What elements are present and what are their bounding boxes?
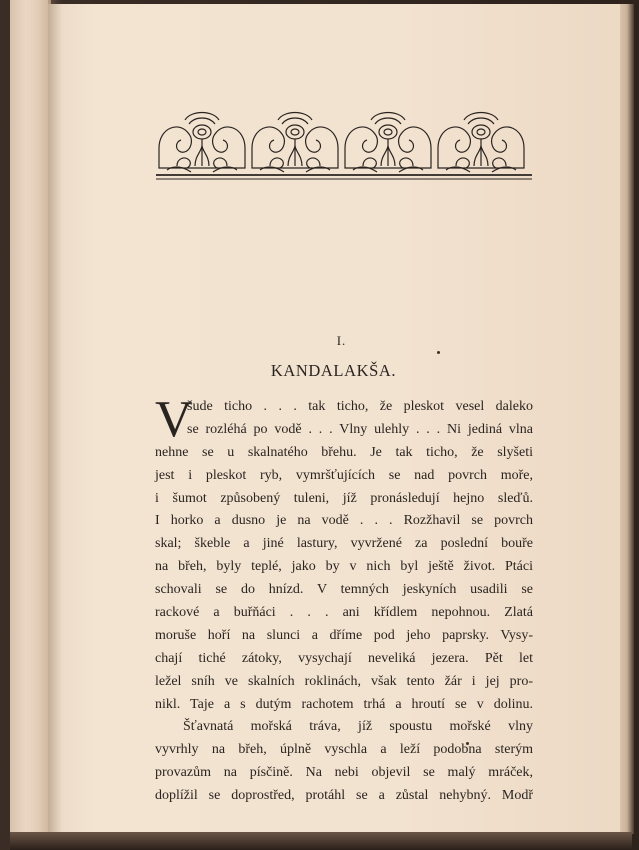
text-line: se rozléhá po vodě . . . Vlny ulehly . . . Ni jediná vlna [187, 421, 533, 437]
text-line: I horko a dusno je na vodě . . . Rozžhavil se povrch [155, 513, 533, 529]
text-line: rackové a buřňáci . . . ani křídlem nepohnou. Zlatá [155, 605, 533, 621]
gutter-shadow [48, 0, 62, 835]
text-line: schovali se do hnízd. V temných jeskyních usadili se [155, 582, 533, 598]
text-line: nehne se u skalnatého břehu. Je tak ticho, že slyšeti [155, 444, 533, 460]
bottom-edge [10, 832, 632, 850]
chapter-body [155, 391, 533, 808]
chapter-number: I. [336, 333, 347, 348]
text-line: i šumot způsobený tuleni, jíž pronásledují hejno sleďů. [155, 490, 533, 506]
text-line: na břeh, byly teplé, jako by v nich byl ještě život. Ptáci [155, 559, 533, 575]
chapter-title: KANDALAKŠA. [270, 361, 397, 380]
stray-mark [437, 351, 440, 354]
ornament-band [155, 108, 533, 182]
page-edge [620, 4, 634, 834]
text-line: skal; škeble a jiné lastury, vyvržené za poslední bouře [155, 536, 533, 552]
text-line: moruše hoří na slunci a dříme pod jeho paprsky. Vysy- [155, 627, 533, 643]
text-line: jest i pleskot ryb, vymršťujících se nad povrch moře, [155, 467, 533, 483]
drop-cap: V [155, 391, 193, 448]
text-line: nikl. Taje a s dutým rachotem trhá a hroutí se v dolinu. [155, 696, 533, 712]
text-line: šude ticho . . . tak ticho, že pleskot vesel daleko [187, 399, 533, 414]
book-spine [10, 0, 51, 835]
text-line: provazům na písčině. Na nebi objevil se malý mráček, [155, 765, 533, 781]
text-line: doplížil se doprostřed, protáhl se a zůstal nehybný. Modř [155, 788, 533, 804]
text-line: vyvrhly na břeh, úplně vyschla a leží podobna sterým [155, 742, 533, 758]
text-line: Šťavnatá mořská tráva, jíž spoustu mořské vlny [183, 719, 533, 735]
text-line: ležel sníh ve skalních roklinách, však tento žár i jej pro- [155, 673, 533, 689]
text-line: chají tiché zátoky, vysychají neveliká jezera. Pět let [155, 650, 533, 666]
